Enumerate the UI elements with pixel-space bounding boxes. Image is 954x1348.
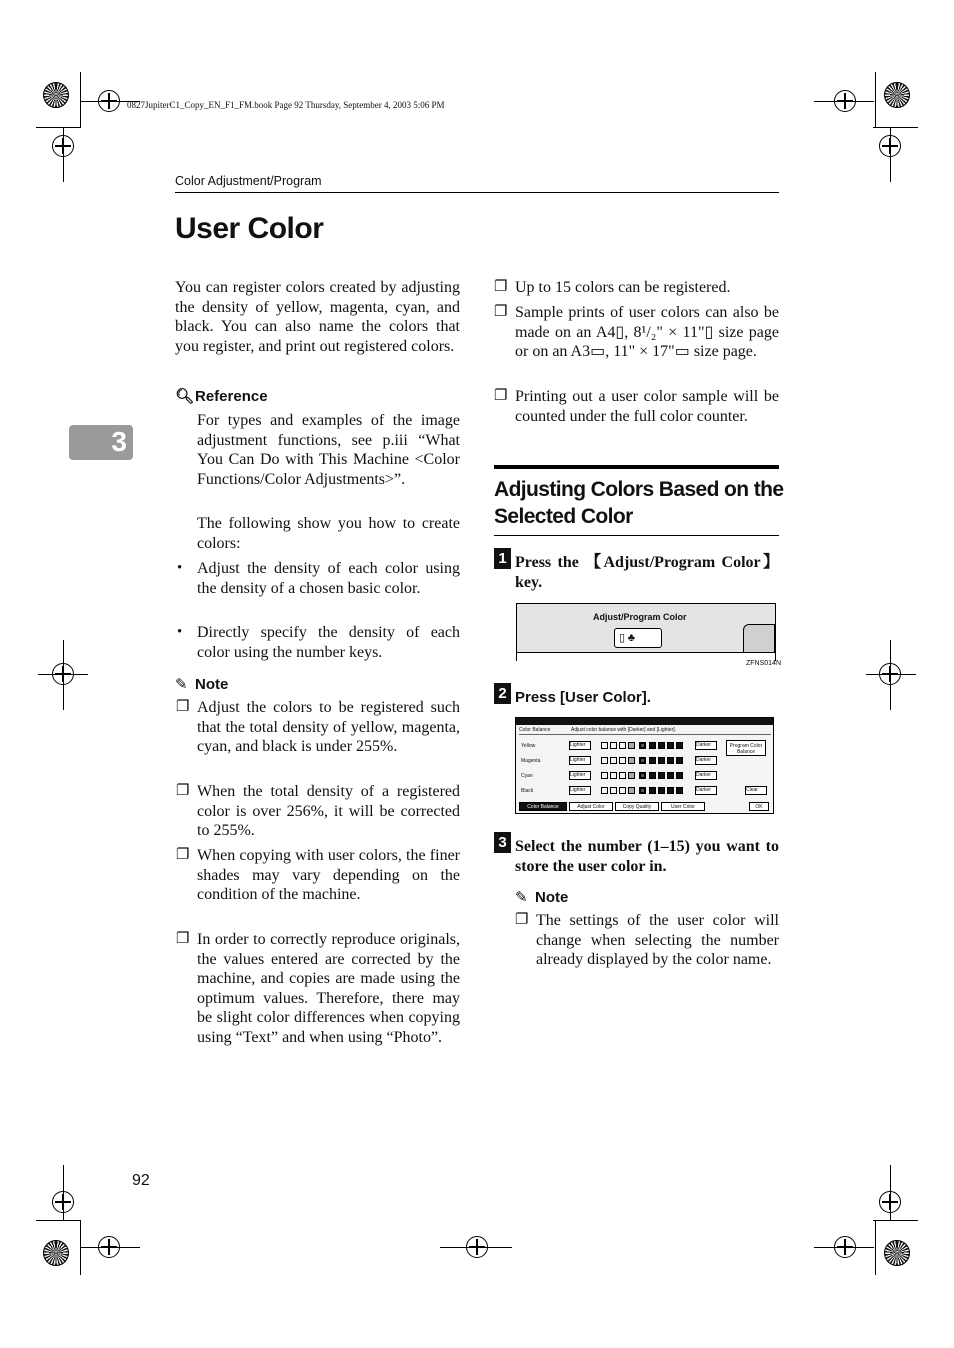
screen-header — [519, 727, 771, 735]
header-rule — [175, 192, 779, 193]
note-text: When the total density of a registered color is over 256%, it will be corrected to 255%. — [197, 783, 460, 839]
bullet-text: Directly specify the density of each color using the number keys. — [197, 624, 460, 661]
checkbox-icon: ❐ — [494, 279, 508, 295]
color-balance-screen — [515, 717, 774, 814]
note-label: Note — [535, 889, 569, 906]
checkbox-icon: ❐ — [176, 931, 190, 947]
darker-button[interactable]: Darker — [695, 741, 717, 750]
running-header: Color Adjustment/Program — [175, 174, 322, 188]
color-name: Cyan — [521, 773, 533, 779]
control-panel-illustration — [516, 603, 776, 661]
note-text: When copying with user colors, the finer shades may vary depending on the condition of the machine. — [197, 847, 460, 903]
lighter-button[interactable]: Lighter — [569, 771, 591, 780]
note-text: In order to correctly reproduce originals, the values entered are corrected by the machine, and copies are made using the optimum values. Therefore, there may be slight color differences when copying using “Text” and when using “Photo”. — [197, 931, 460, 1046]
list-item — [177, 623, 460, 662]
list-item — [494, 387, 779, 426]
pencil-icon: ✎ — [515, 889, 528, 906]
panel-edge — [517, 652, 775, 661]
list-item — [494, 278, 779, 298]
note-label: Note — [195, 676, 229, 693]
list-item — [176, 930, 460, 1047]
section-title: Adjusting Colors Based on the Selected Color — [494, 478, 784, 528]
lighter-button[interactable]: Lighter — [569, 741, 591, 750]
reference-heading — [175, 387, 268, 405]
step-text: Select the number (1–15) you want to store the user color in. — [515, 838, 779, 875]
lighter-button[interactable]: Lighter — [569, 756, 591, 765]
print-job-info: 0827JupiterC1_Copy_EN_F1_FM.book Page 92 Thursday, September 4, 2003 5:06 PM — [127, 100, 445, 110]
color-row — [519, 770, 771, 782]
screen-status-bar — [516, 718, 773, 725]
note-heading — [175, 675, 228, 693]
adjust-program-color-key — [614, 628, 662, 648]
program-color-balance-button[interactable]: Program Color Balance — [726, 740, 766, 756]
registration-starburst-icon — [884, 1240, 910, 1266]
tab-color-balance[interactable]: Color Balance — [519, 802, 567, 811]
color-row — [519, 785, 771, 797]
reference-text: For types and examples of the image adjustment functions, see p.iii “What You Can Do with This Machine <Color Functions/Color Adjustments>”. — [197, 412, 460, 488]
note-text: Adjust the colors to be registered such that the total density of yellow, magenta, cyan, and black is under 255%. — [197, 699, 460, 755]
tab-adjust-color[interactable]: Adjust Color — [569, 802, 613, 811]
step-number: 3 — [494, 832, 511, 853]
step-text: Press the 【Adjust/Program Color】 key. — [515, 554, 779, 591]
reference-label: Reference — [195, 388, 268, 405]
lighter-button[interactable]: Lighter — [569, 786, 591, 795]
bullet-icon: • — [177, 624, 183, 640]
section-rule — [494, 465, 779, 469]
color-name: Yellow — [521, 743, 536, 749]
following-text: The following show you how to create colors: — [197, 515, 460, 552]
checkbox-icon: ❐ — [176, 783, 190, 799]
bullet-text: Adjust the density of each color using the density of a chosen basic color. — [197, 560, 460, 597]
color-row — [519, 755, 771, 767]
list-item — [176, 782, 460, 841]
checkbox-icon: ❐ — [515, 912, 529, 928]
screen-instruction: Adjust color balance with [Darker] and [Lighter]. — [571, 727, 677, 733]
section-rule — [494, 535, 779, 536]
step-number: 2 — [494, 683, 511, 704]
darker-button[interactable]: Darker — [695, 786, 717, 795]
tab-user-color[interactable]: User Color — [661, 802, 705, 811]
step-number: 1 — [494, 548, 511, 569]
checkbox-icon: ❐ — [494, 304, 508, 320]
color-name: Black — [521, 788, 534, 794]
color-key-icon: ▯ ♣ — [619, 632, 636, 644]
ok-button[interactable]: OK — [749, 802, 769, 811]
note-text: Printing out a user color sample will be counted under the full color counter. — [515, 388, 779, 425]
note-text: Up to 15 colors can be registered. — [515, 279, 731, 296]
registration-starburst-icon — [43, 1240, 69, 1266]
pencil-icon: ✎ — [175, 676, 188, 693]
checkbox-icon: ❐ — [176, 847, 190, 863]
registration-starburst-icon — [884, 82, 910, 108]
registration-starburst-icon — [43, 82, 69, 108]
clear-button[interactable]: Clear — [745, 786, 767, 795]
darker-button[interactable]: Darker — [695, 771, 717, 780]
bullet-icon: • — [177, 560, 183, 576]
list-item — [515, 911, 779, 970]
darker-button[interactable]: Darker — [695, 756, 717, 765]
list-item — [177, 559, 460, 598]
tab-copy-quality[interactable]: Copy Quality — [615, 802, 659, 811]
step-text: Press [User Color]. — [515, 689, 651, 706]
chapter-tab — [69, 425, 133, 460]
screen-tabs — [519, 802, 771, 811]
checkbox-icon: ❐ — [176, 699, 190, 715]
page-title: User Color — [175, 212, 324, 245]
note-text: The settings of the user color will change when selecting the number already displayed by the color name. — [536, 912, 779, 968]
panel-key-label: Adjust/Program Color — [593, 612, 687, 622]
page-number: 92 — [132, 1172, 150, 1189]
note-text: Sample prints of user colors can also be made on an A4▯, 8¹/₂" × 11"▯ size page or on an A3▭, 11" × 17"▭ size page. — [515, 304, 779, 360]
list-item — [494, 303, 779, 362]
chapter-number: 3 — [111, 426, 127, 457]
screen-title: Color Balance — [519, 727, 551, 733]
intro-paragraph: You can register colors created by adjusting the density of yellow, magenta, cyan, and black. You can also name the colors that you register, and print out registered colors. — [175, 279, 460, 355]
note-heading — [515, 888, 568, 906]
color-name: Magenta — [521, 758, 541, 764]
list-item — [176, 846, 460, 905]
magnifier-icon: 🔍︎ — [175, 388, 195, 405]
checkbox-icon: ❐ — [494, 388, 508, 404]
figure-code: ZFNS014N — [746, 660, 782, 667]
list-item — [176, 698, 460, 757]
